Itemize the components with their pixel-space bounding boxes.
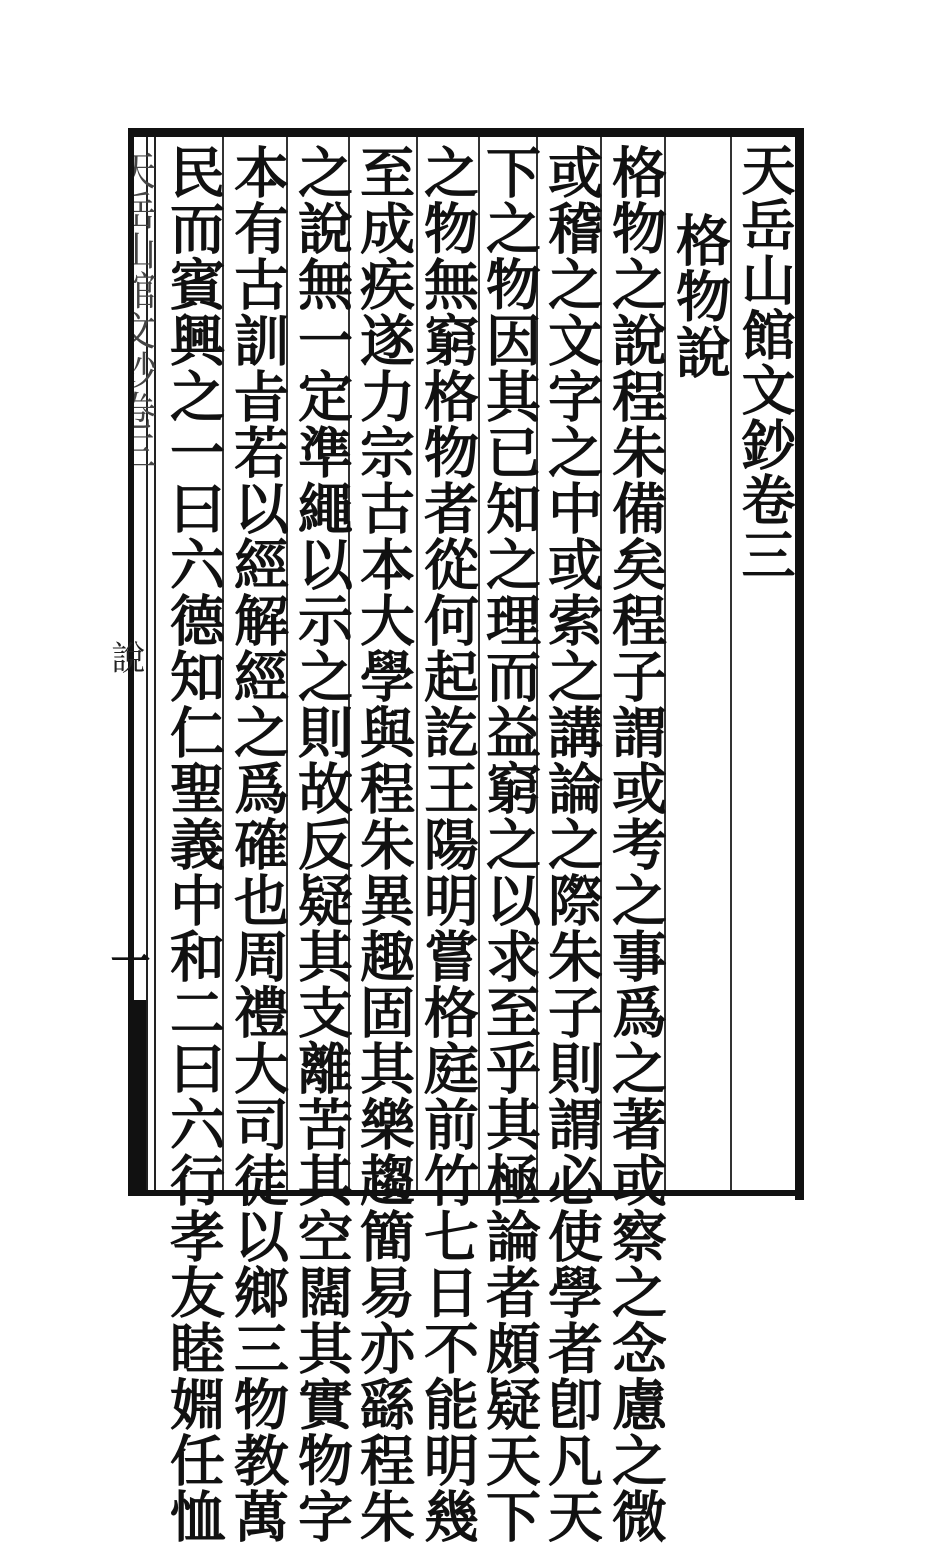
margin-section-label: 說: [105, 640, 145, 674]
text-column-8: 民而賓興之一曰六德知仁聖義中和二曰六行孝友睦婣任恤: [161, 144, 226, 1544]
section-title: 格物說: [667, 212, 732, 380]
margin-page-number: 一: [104, 940, 151, 980]
book-title: 天岳山館文鈔卷三: [733, 142, 797, 582]
text-column-6: 之說無一定準繩以示之則故反疑其支離苦其空闊其實物字: [289, 144, 354, 1544]
text-column-2: 或稽之文字之中或索之講論之際朱子則謂必使學者卽凡天: [539, 144, 604, 1544]
text-column-5: 至成疾遂力宗古本大學與程朱異趣固其樂趨簡易亦繇程朱: [351, 144, 416, 1544]
text-column-7: 本有古訓㫖若以經解經之爲確也周禮大司徒以鄉三物教萬: [225, 144, 290, 1544]
frame-top-border: [128, 128, 804, 137]
text-column-1: 格物之說程朱備矣程子謂或考之事爲之著或察之念慮之微: [603, 144, 668, 1544]
margin-book-title: [116, 150, 156, 470]
text-column-3: 下之物因其已知之理而益窮之以求至乎其極論者頗疑天下: [477, 144, 542, 1544]
fishtail-block: [134, 1000, 146, 1190]
text-column-4: 之物無窮格物者從何起訖王陽明嘗格庭前竹七日不能明幾: [415, 144, 480, 1544]
